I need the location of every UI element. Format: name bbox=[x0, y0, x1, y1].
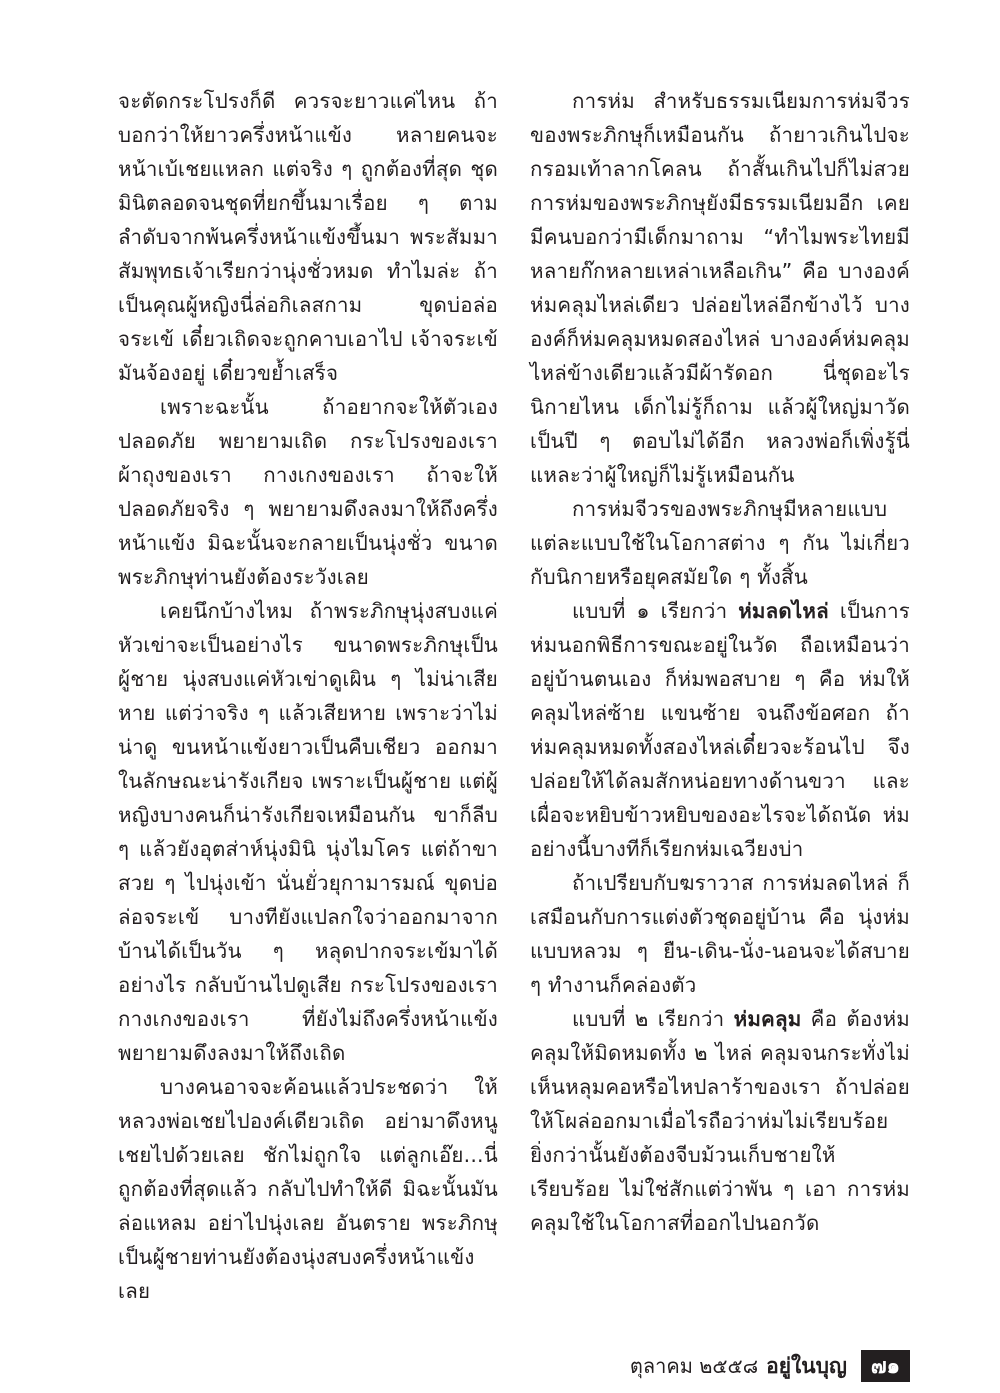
page-footer bbox=[630, 1348, 910, 1384]
right-paragraph-5 bbox=[530, 1002, 910, 1240]
style-2-name: ห่มคลุม bbox=[733, 1007, 802, 1031]
style-1-name: ห่มลดไหล่ bbox=[738, 599, 829, 623]
right-paragraph-3 bbox=[530, 594, 910, 866]
left-paragraph-1: จะตัดกระโปรงก็ดี ควรจะยาวแค่ไหน ถ้าบอกว่าให้ยาวครึ่งหน้าแข้ง หลายคนจะหน้าเบ้เชยแหลก แต่จริง ๆ ถูกต้องที่สุด ชุดมินิตลอดจนชุดที่ยกขึ้นมาเรื่อย ๆ ตามลำดับจากพ้นครึ่งหน้าแข้งขึ้นมา พระสัมมาสัมพุทธเจ้าเรียกว่านุ่งชั่วหมด ทำไมล่ะ ถ้าเป็นคุณผู้หญิงนี่ล่อกิเลสกาม ขุดบ่อล่อจระเข้ เดี๋ยวเถิดจะถูกคาบเอาไป เจ้าจระเข้มันจ้องอยู่ เดี๋ยวขย้ำเสร็จ bbox=[118, 89, 498, 385]
right-paragraph-4: ถ้าเปรียบกับฆราวาส การห่มลดไหล่ ก็เสมือนกับการแต่งตัวชุดอยู่บ้าน คือ นุ่งห่มแบบหลวม ๆ ยืน-เดิน-นั่ง-นอนจะได้สบาย ๆ ทำงานก็คล่องตัว bbox=[530, 871, 910, 997]
left-column bbox=[118, 84, 498, 1308]
left-paragraph-4: บางคนอาจจะค้อนแล้วประชดว่า ให้หลวงพ่อเชยไปองค์เดียวเถิด อย่ามาดึงหนูเชยไปด้วยเลย ชักไม่ถูกใจ แต่ลูกเอ๊ย...นี่ถูกต้องที่สุดแล้ว กลับไปทำให้ดี มิฉะนั้นมันล่อแหลม อย่าไปนุ่งเลย อันตราย พระภิกษุเป็นผู้ชายท่านยังต้องนุ่งสบงครึ่งหน้าแข้งเลย bbox=[118, 1075, 498, 1303]
page-number: ๗๑ bbox=[861, 1350, 910, 1382]
right-column bbox=[530, 84, 910, 1240]
style-2-prefix: แบบที่ ๒ เรียกว่า bbox=[572, 1007, 734, 1031]
style-1-description: เป็นการห่มนอกพิธีการขณะอยู่ในวัด ถือเหมือนว่าอยู่บ้านตนเอง ก็ห่มพอสบาย ๆ คือ ห่มให้คลุมไหล่ซ้าย แขนซ้าย จนถึงข้อศอก ถ้าห่มคลุมหมดทั้งสองไหล่เดี๋ยวจะร้อนไป จึงปล่อยให้ได้ลมสักหน่อยทางด้านขวา และเผื่อจะหยิบข้าวหยิบของอะไรจะได้ถนัด ห่มอย่างนี้บางทีก็เรียกห่มเฉวียงบ่า bbox=[530, 599, 911, 861]
style-1-prefix: แบบที่ ๑ เรียกว่า bbox=[572, 599, 739, 623]
right-paragraph-1: การห่ม สำหรับธรรมเนียมการห่มจีวรของพระภิกษุก็เหมือนกัน ถ้ายาวเกินไปจะกรอมเท้าลากโคลน ถ้าสั้นเกินไปก็ไม่สวย การห่มของพระภิกษุยังมีธรรมเนียมอีก เคยมีคนบอกว่ามีเด็กมาถาม “ทำไมพระไทยมีหลายก๊กหลายเหล่าเหลือเกิน” คือ บางองค์ห่มคลุมไหล่เดียว ปล่อยไหล่อีกข้างไว้ บางองค์ก็ห่มคลุมหมดสองไหล่ บางองค์ห่มคลุมไหล่ข้างเดียวแล้วมีผ้ารัดอก นี่ชุดอะไร นิกายไหน เด็กไม่รู้ก็ถาม แล้วผู้ใหญ่มาวัดเป็นปี ๆ ตอบไม่ได้อีก หลวงพ่อก็เพิ่งรู้นี่แหละว่าผู้ใหญ่ก็ไม่รู้เหมือนกัน bbox=[530, 89, 910, 487]
issue-date: ตุลาคม ๒๕๕๘ bbox=[629, 1354, 759, 1378]
style-2-description: คือ ต้องห่มคลุมให้มิดหมดทั้ง ๒ ไหล่ คลุมจนกระทั่งไม่เห็นหลุมคอหรือไหปลาร้าของเรา ถ้าปล่อยให้โผล่ออกมาเมื่อไรถือว่าห่มไม่เรียบร้อย ยิ่งกว่านั้นยังต้องจีบม้วนเก็บชายให้เรียบร้อย ไม่ใช่สักแต่ว่าพัน ๆ เอา การห่มคลุมใช้ในโอกาสที่ออกไปนอกวัด bbox=[530, 1007, 910, 1235]
right-paragraph-2: การห่มจีวรของพระภิกษุมีหลายแบบ แต่ละแบบใช้ในโอกาสต่าง ๆ กัน ไม่เกี่ยวกับนิกายหรือยุคสมัยใด ๆ ทั้งสิ้น bbox=[530, 497, 910, 589]
left-paragraph-2: เพราะฉะนั้น ถ้าอยากจะให้ตัวเองปลอดภัย พยายามเถิด กระโปรงของเรา ผ้าถุงของเรา กางเกงของเรา ถ้าจะให้ปลอดภัยจริง ๆ พยายามดึงลงมาให้ถึงครึ่งหน้าแข้ง มิฉะนั้นจะกลายเป็นนุ่งชั่ว ขนาดพระภิกษุท่านยังต้องระวังเลย bbox=[118, 395, 498, 589]
magazine-title: อยู่ในบุญ bbox=[766, 1353, 847, 1378]
left-paragraph-3: เคยนึกบ้างไหม ถ้าพระภิกษุนุ่งสบงแค่หัวเข่าจะเป็นอย่างไร ขนาดพระภิกษุเป็นผู้ชาย นุ่งสบงแค่หัวเข่าดูเผิน ๆ ไม่น่าเสียหาย แต่ว่าจริง ๆ แล้วเสียหาย เพราะว่าไม่น่าดู ขนหน้าแข้งยาวเป็นคืบเชียว ออกมาในลักษณะน่ารังเกียจ เพราะเป็นผู้ชาย แต่ผู้หญิงบางคนก็น่ารังเกียจเหมือนกัน ขาก็ลีบ ๆ แล้วยังอุตส่าห์นุ่งมินิ นุ่งไมโคร แต่ถ้าขาสวย ๆ ไปนุ่งเข้า นั่นยั่วยุกามารมณ์ ขุดบ่อล่อจระเข้ บางทียังแปลกใจว่าออกมาจากบ้านได้เป็นวัน ๆ หลุดปากจระเข้มาได้อย่างไร กลับบ้านไปดูเสีย กระโปรงของเรา กางเกงของเรา ที่ยังไม่ถึงครึ่งหน้าแข้ง พยายามดึงลงมาให้ถึงเถิด bbox=[118, 599, 498, 1065]
